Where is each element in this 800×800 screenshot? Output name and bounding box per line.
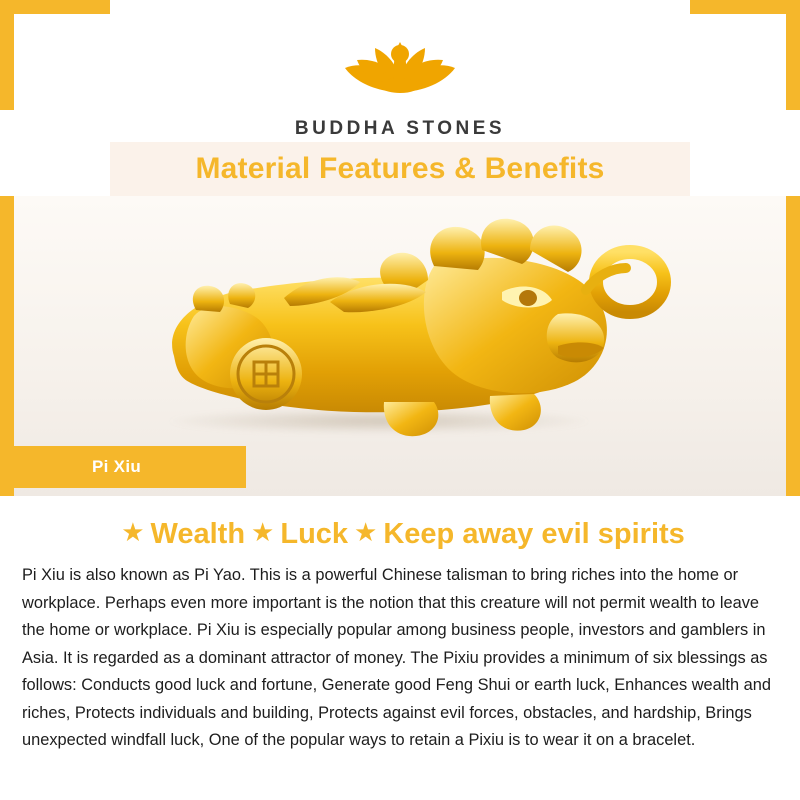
banner-title: Material Features & Benefits	[195, 152, 605, 185]
hero-caption-tab	[14, 446, 246, 488]
star-icon-2: ★	[251, 517, 275, 547]
section-banner	[110, 142, 690, 196]
benefit-wealth: Wealth	[150, 518, 246, 550]
brand-logo-block	[0, 18, 800, 140]
benefit-luck: Luck	[280, 518, 349, 550]
hero-caption-label: Pi Xiu	[92, 457, 142, 476]
lotus-meditation-icon	[315, 18, 485, 114]
star-icon-3: ★	[354, 517, 378, 547]
star-icon-1: ★	[121, 517, 145, 547]
pixiu-pendant-illustration	[134, 206, 694, 456]
benefits-headline	[0, 518, 800, 551]
brand-name: BUDDHA STONES	[294, 118, 506, 139]
description-paragraph: Pi Xiu is also known as Pi Yao. This is a powerful Chinese talisman to bring riches into the home or workplace. Perhaps even more important is the notion that this creature will not permit wealth to leave the home or workplace. Pi Xiu is especially popular among business people, investors and gamblers in Asia. It is regarded as a dominant attractor of money. The Pixiu provides a minimum of six blessings as follows: Conducts good luck and fortune, Generate good Feng Shui or earth luck, Enhances wealth and riches, Protects individuals and building, Protects against evil forces, obstacles, and hardship, Brings unexpected windfall luck, One of the popular ways to retain a Pixiu is to wear it on a bracelet.	[22, 566, 771, 749]
benefit-evil-spirits: Keep away evil spirits	[383, 518, 685, 550]
